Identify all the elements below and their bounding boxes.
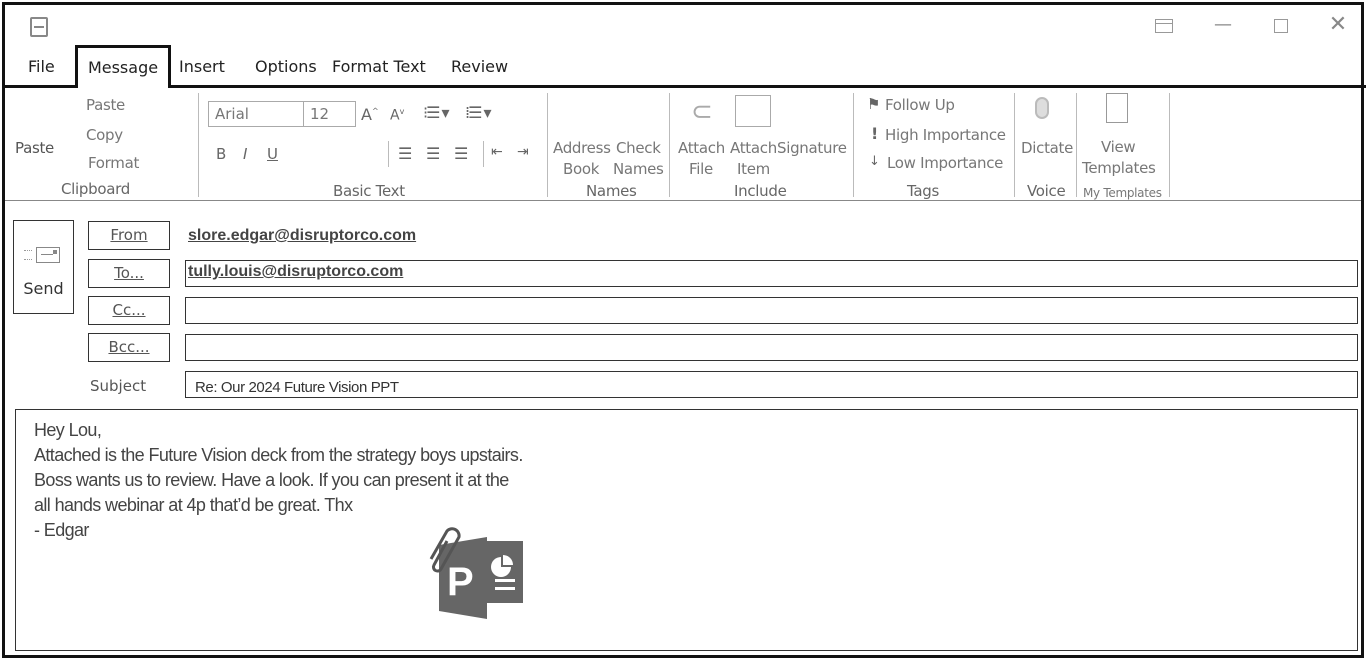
body-line: Attached is the Future Vision deck from the strategy boys upstairs. bbox=[34, 445, 523, 465]
flag-icon: ⚑ bbox=[867, 95, 881, 113]
check-names-label-2: Names bbox=[613, 160, 664, 178]
divider bbox=[1014, 93, 1015, 197]
signature-button[interactable]: Signature bbox=[777, 139, 847, 157]
body-line: all hands webinar at 4p that’d be great. Thx bbox=[34, 495, 353, 515]
bcc-field[interactable] bbox=[185, 334, 1358, 361]
templates-icon bbox=[1106, 93, 1128, 123]
tab-file[interactable]: File bbox=[28, 57, 55, 76]
address-book-button[interactable]: Address bbox=[553, 139, 611, 157]
attach-item-label-2: Item bbox=[737, 160, 770, 178]
grow-font-icon[interactable]: A^ bbox=[361, 105, 379, 124]
address-book-label-2: Book bbox=[563, 160, 600, 178]
underline-button[interactable]: U bbox=[267, 145, 278, 163]
paste-button[interactable]: Paste bbox=[15, 139, 54, 157]
from-value: slore.edgar@disruptorco.com bbox=[188, 227, 417, 244]
shrink-font-icon[interactable]: $A^v$ bbox=[390, 107, 405, 124]
paperclip-icon: ⊂ bbox=[691, 97, 713, 127]
ribbon bbox=[5, 89, 1361, 201]
bcc-button[interactable]: Bcc... bbox=[88, 333, 170, 362]
increase-indent-icon[interactable]: ⇥ bbox=[517, 144, 529, 160]
compose-window bbox=[2, 2, 1364, 658]
font-size-select[interactable]: 12 bbox=[303, 101, 356, 127]
to-recipient[interactable]: tully.louis@disruptorco.com bbox=[188, 263, 404, 280]
view-templates-button[interactable]: View bbox=[1101, 138, 1136, 156]
tab-insert[interactable]: Insert bbox=[179, 57, 225, 76]
envelope-icon bbox=[36, 247, 60, 263]
decrease-indent-icon[interactable]: ⇤ bbox=[491, 144, 503, 160]
body-line: Boss wants us to review. Have a look. If you can present it at the bbox=[34, 470, 509, 490]
powerpoint-file-icon[interactable] bbox=[417, 523, 527, 623]
low-importance-button[interactable]: Low Importance bbox=[887, 154, 1004, 172]
message-body[interactable] bbox=[15, 409, 1358, 651]
bullets-icon[interactable]: ⁝☰ ▾ bbox=[423, 103, 448, 122]
copy-button[interactable]: Copy bbox=[86, 126, 123, 144]
divider bbox=[1076, 93, 1077, 197]
numbering-icon[interactable]: ⁞☰ ▾ bbox=[465, 103, 490, 122]
align-left-icon[interactable]: ☰ bbox=[398, 144, 413, 163]
include-group-label: Include bbox=[734, 182, 787, 200]
to-button[interactable]: To... bbox=[88, 259, 170, 288]
my-templates-group-label: My Templates bbox=[1083, 186, 1162, 200]
ribbon-tabs bbox=[5, 45, 1361, 89]
attach-item-button[interactable]: Attach bbox=[730, 139, 777, 157]
divider bbox=[198, 93, 199, 197]
font-name-select[interactable]: Arial bbox=[208, 101, 304, 127]
tab-underline bbox=[5, 85, 1366, 88]
basic-text-group-label: Basic Text bbox=[333, 182, 405, 200]
voice-group-label: Voice bbox=[1027, 182, 1066, 200]
body-line: - Edgar bbox=[34, 520, 89, 540]
attach-file-label-2: File bbox=[689, 160, 713, 178]
tags-group-label: Tags bbox=[907, 182, 940, 200]
italic-button[interactable]: I bbox=[243, 145, 248, 163]
follow-up-button[interactable]: Follow Up bbox=[885, 96, 955, 114]
powerpoint-letter: P bbox=[447, 560, 474, 604]
maximize-icon[interactable] bbox=[1270, 15, 1292, 35]
send-button[interactable] bbox=[13, 220, 74, 314]
paste-small-button[interactable]: Paste bbox=[86, 96, 125, 114]
microphone-icon bbox=[1035, 97, 1049, 119]
align-right-icon[interactable]: ☰ bbox=[454, 144, 469, 163]
tab-format-text[interactable]: Format Text bbox=[332, 57, 426, 76]
restore-ribbon-icon[interactable] bbox=[1155, 15, 1177, 35]
divider bbox=[669, 93, 670, 197]
divider bbox=[388, 141, 389, 167]
dictate-button[interactable]: Dictate bbox=[1021, 139, 1074, 157]
divider bbox=[547, 93, 548, 197]
attach-file-button[interactable]: Attach bbox=[678, 139, 725, 157]
high-importance-button[interactable]: High Importance bbox=[885, 126, 1006, 144]
title-bar bbox=[5, 5, 1361, 45]
clipboard-group-label: Clipboard bbox=[61, 180, 130, 198]
from-button[interactable]: From bbox=[88, 221, 170, 250]
minimize-icon[interactable]: — bbox=[1214, 14, 1232, 35]
close-icon[interactable]: ✕ bbox=[1328, 12, 1348, 37]
subject-label: Subject bbox=[90, 377, 147, 395]
body-line: Hey Lou, bbox=[34, 420, 102, 440]
low-importance-icon: ↓ bbox=[869, 154, 880, 169]
divider bbox=[483, 141, 484, 167]
divider bbox=[853, 93, 854, 197]
tab-options[interactable]: Options bbox=[255, 57, 317, 76]
names-group-label: Names bbox=[586, 182, 637, 200]
tab-review[interactable]: Review bbox=[451, 57, 509, 76]
bold-button[interactable]: B bbox=[216, 145, 227, 163]
tab-message[interactable]: Message bbox=[75, 45, 171, 88]
save-icon[interactable] bbox=[30, 17, 48, 37]
check-names-button[interactable]: Check bbox=[616, 139, 661, 157]
align-center-icon[interactable]: ☰ bbox=[426, 144, 441, 163]
speed-lines bbox=[24, 250, 32, 260]
high-importance-icon: ! bbox=[871, 124, 879, 143]
send-label: Send bbox=[23, 279, 64, 298]
divider bbox=[1169, 93, 1170, 197]
cc-button[interactable]: Cc... bbox=[88, 296, 170, 325]
attach-item-icon bbox=[735, 95, 771, 127]
cc-field[interactable] bbox=[185, 297, 1358, 324]
format-painter-button[interactable]: Format bbox=[88, 154, 140, 172]
view-templates-label-2: Templates bbox=[1082, 159, 1156, 177]
subject-value: Re: Our 2024 Future Vision PPT bbox=[195, 379, 399, 396]
